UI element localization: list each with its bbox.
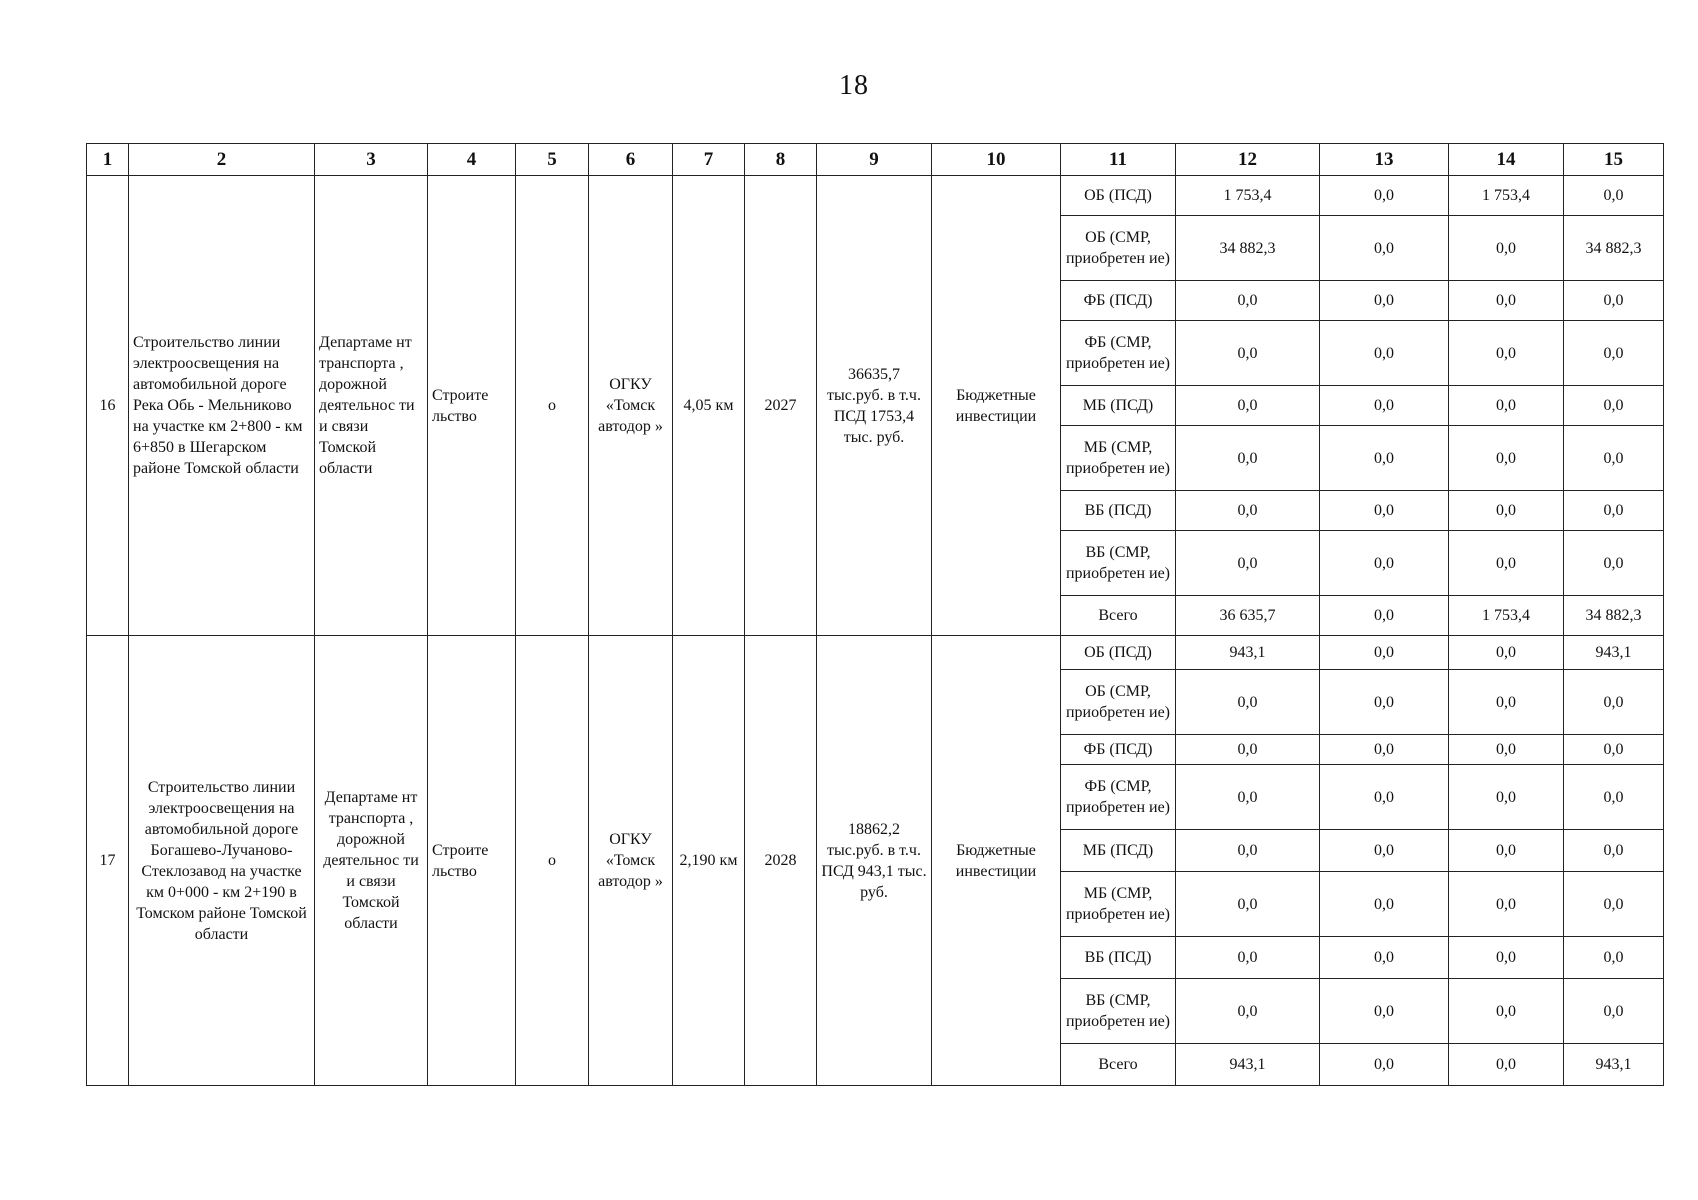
amount-cell: 0,0 [1449,216,1564,281]
amount-cell: 0,0 [1320,830,1449,872]
table-body [87,176,1664,1086]
funding-source: ФБ (ПСД) [1061,281,1176,321]
table-row [87,636,1664,670]
responsible-department: Департаме нт транспорта , дорожной деятельнос ти и связи Томской области [315,636,428,1086]
funding-source: МБ (СМР, приобретен ие) [1061,426,1176,491]
customer: ОГКУ «Томск автодор » [589,636,673,1086]
funding-source: Всего [1061,1044,1176,1086]
estimated-cost: 36635,7 тыс.руб. в т.ч. ПСД 1753,4 тыс. руб. [817,176,932,636]
amount-cell: 0,0 [1564,765,1664,830]
column-number: 8 [745,144,817,176]
amount-cell: 0,0 [1564,491,1664,531]
item-name: Строительство линии электроосвещения на автомобильной дороге Богашево-Лучаново-Стеклозавод на участке км 0+000 - км 2+190 в Томском районе Томской области [129,636,315,1086]
funding-source: ОБ (ПСД) [1061,636,1176,670]
amount-cell: 0,0 [1320,1044,1449,1086]
amount-cell: 0,0 [1564,735,1664,765]
column-number: 1 [87,144,129,176]
work-type: Строите льство [428,636,516,1086]
amount-cell: 1 753,4 [1449,176,1564,216]
amount-cell: 0,0 [1176,937,1320,979]
column-number: 10 [932,144,1061,176]
column-number: 13 [1320,144,1449,176]
funding-source: МБ (СМР, приобретен ие) [1061,872,1176,937]
column-number: 11 [1061,144,1176,176]
amount-cell: 0,0 [1449,531,1564,596]
item-number: 17 [87,636,129,1086]
funding-source: ВБ (СМР, приобретен ие) [1061,531,1176,596]
amount-cell: 0,0 [1320,491,1449,531]
estimated-cost: 18862,2 тыс.руб. в т.ч. ПСД 943,1 тыс. руб. [817,636,932,1086]
amount-cell: 0,0 [1176,321,1320,386]
amount-cell: 34 882,3 [1564,216,1664,281]
column-number: 15 [1564,144,1664,176]
item-name: Строительство линии электроосвещения на автомобильной дороге Река Обь - Мельниково на участке км 2+800 - км 6+850 в Шегарском районе Томской области [129,176,315,636]
responsible-department: Департаме нт транспорта , дорожной деятельнос ти и связи Томской области [315,176,428,636]
amount-cell: 0,0 [1320,765,1449,830]
amount-cell: 0,0 [1176,491,1320,531]
amount-cell: 0,0 [1176,281,1320,321]
amount-cell: 34 882,3 [1176,216,1320,281]
amount-cell: 1 753,4 [1176,176,1320,216]
amount-cell: 0,0 [1320,596,1449,636]
amount-cell: 0,0 [1176,386,1320,426]
amount-cell: 0,0 [1176,426,1320,491]
funding-source: ОБ (ПСД) [1061,176,1176,216]
amount-cell: 0,0 [1320,321,1449,386]
amount-cell: 0,0 [1564,281,1664,321]
amount-cell: 0,0 [1449,426,1564,491]
funding-source: МБ (ПСД) [1061,830,1176,872]
column-number: 14 [1449,144,1564,176]
capacity: 2,190 км [673,636,745,1086]
amount-cell: 0,0 [1320,531,1449,596]
amount-cell: 0,0 [1320,176,1449,216]
amount-cell: 0,0 [1449,636,1564,670]
funding-source: ФБ (ПСД) [1061,735,1176,765]
amount-cell: 0,0 [1320,735,1449,765]
amount-cell: 0,0 [1449,937,1564,979]
amount-cell: 943,1 [1564,1044,1664,1086]
completion-year: 2028 [745,636,817,1086]
column-number: 5 [516,144,589,176]
amount-cell: 0,0 [1320,216,1449,281]
amount-cell: 0,0 [1320,281,1449,321]
column-number: 12 [1176,144,1320,176]
column-number: 9 [817,144,932,176]
column-number: 7 [673,144,745,176]
customer: ОГКУ «Томск автодор » [589,176,673,636]
table-row [87,176,1664,216]
amount-cell: 0,0 [1449,765,1564,830]
amount-cell: 0,0 [1176,979,1320,1044]
amount-cell: 0,0 [1449,321,1564,386]
financing-table [86,143,1664,1086]
funding-source: МБ (ПСД) [1061,386,1176,426]
amount-cell: 0,0 [1449,386,1564,426]
amount-cell: 0,0 [1320,937,1449,979]
column-number: 4 [428,144,516,176]
amount-cell: 0,0 [1564,937,1664,979]
amount-cell: 0,0 [1176,765,1320,830]
amount-cell: 0,0 [1449,830,1564,872]
item-number: 16 [87,176,129,636]
column-number-row [87,144,1664,176]
amount-cell: 0,0 [1320,872,1449,937]
funding-source: ОБ (СМР, приобретен ие) [1061,670,1176,735]
column-number: 2 [129,144,315,176]
column-5-value: о [516,176,589,636]
amount-cell: 0,0 [1449,670,1564,735]
amount-cell: 0,0 [1176,830,1320,872]
amount-cell: 0,0 [1176,735,1320,765]
amount-cell: 0,0 [1564,426,1664,491]
amount-cell: 34 882,3 [1564,596,1664,636]
amount-cell: 0,0 [1449,1044,1564,1086]
column-5-value: о [516,636,589,1086]
amount-cell: 0,0 [1176,531,1320,596]
amount-cell: 0,0 [1564,830,1664,872]
funding-source: Всего [1061,596,1176,636]
funding-source: ВБ (ПСД) [1061,491,1176,531]
funding-source: ФБ (СМР, приобретен ие) [1061,765,1176,830]
column-number: 3 [315,144,428,176]
amount-cell: 0,0 [1449,491,1564,531]
investment-form: Бюджетные инвестиции [932,176,1061,636]
investment-form: Бюджетные инвестиции [932,636,1061,1086]
work-type: Строите льство [428,176,516,636]
amount-cell: 943,1 [1564,636,1664,670]
amount-cell: 0,0 [1320,979,1449,1044]
amount-cell: 0,0 [1564,531,1664,596]
amount-cell: 0,0 [1176,872,1320,937]
amount-cell: 943,1 [1176,636,1320,670]
amount-cell: 943,1 [1176,1044,1320,1086]
amount-cell: 0,0 [1449,281,1564,321]
capacity: 4,05 км [673,176,745,636]
amount-cell: 0,0 [1564,386,1664,426]
completion-year: 2027 [745,176,817,636]
amount-cell: 0,0 [1564,176,1664,216]
amount-cell: 0,0 [1320,670,1449,735]
page-number: 18 [839,70,869,101]
amount-cell: 0,0 [1564,321,1664,386]
funding-source: ВБ (СМР, приобретен ие) [1061,979,1176,1044]
amount-cell: 0,0 [1320,386,1449,426]
amount-cell: 0,0 [1564,979,1664,1044]
amount-cell: 0,0 [1564,872,1664,937]
amount-cell: 0,0 [1449,872,1564,937]
amount-cell: 0,0 [1320,426,1449,491]
amount-cell: 0,0 [1449,979,1564,1044]
funding-source: ВБ (ПСД) [1061,937,1176,979]
amount-cell: 0,0 [1320,636,1449,670]
funding-source: ОБ (СМР, приобретен ие) [1061,216,1176,281]
funding-source: ФБ (СМР, приобретен ие) [1061,321,1176,386]
amount-cell: 1 753,4 [1449,596,1564,636]
amount-cell: 0,0 [1449,735,1564,765]
column-number: 6 [589,144,673,176]
amount-cell: 36 635,7 [1176,596,1320,636]
amount-cell: 0,0 [1564,670,1664,735]
amount-cell: 0,0 [1176,670,1320,735]
